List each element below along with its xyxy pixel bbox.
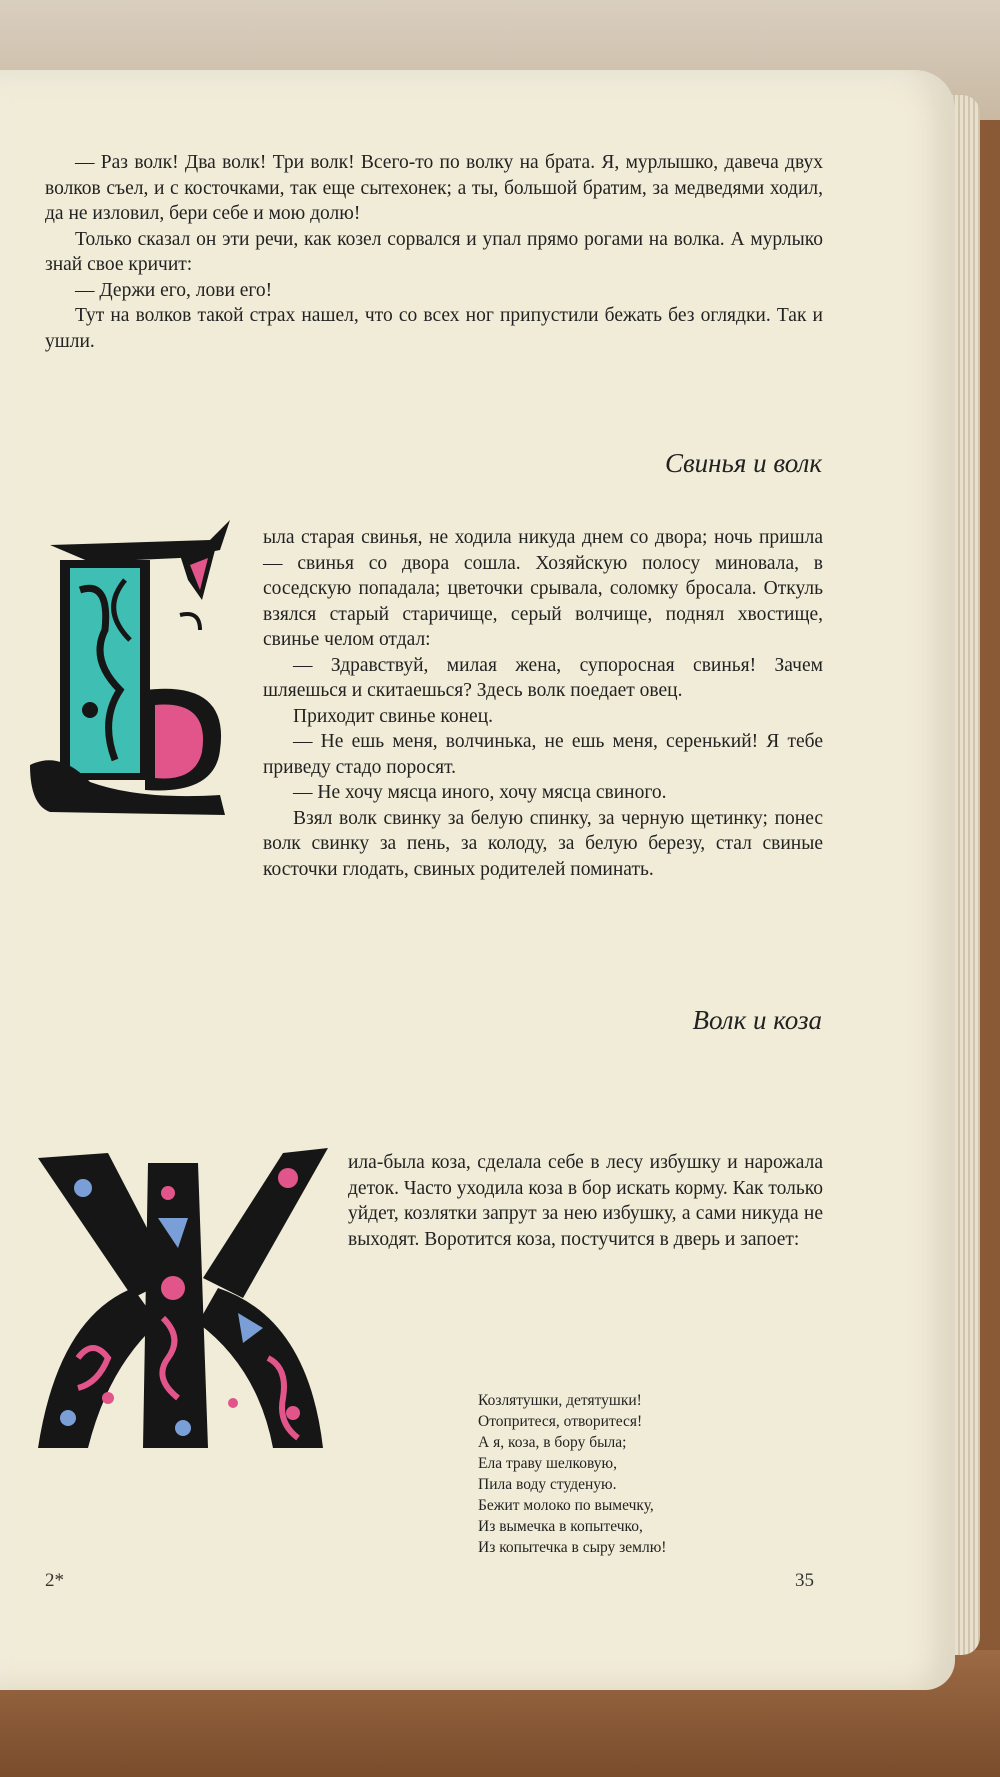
verse-line: А я, коза, в бору была; <box>478 1434 627 1451</box>
paragraph: — Здравствуй, милая жена, супоросная свинья! Зачем шляешься и скитаешься? Здесь волк поедает овец. <box>263 654 823 701</box>
story2-text <box>348 1150 823 1252</box>
verse-line: Из вымечка в копытечко, <box>478 1518 643 1535</box>
verse-line: Козлятушки, детятушки! <box>478 1392 642 1409</box>
page-number: 35 <box>795 1570 814 1591</box>
signature-mark: 2* <box>45 1570 64 1591</box>
story1-text <box>263 525 823 882</box>
verse-line: Ела траву шелковую, <box>478 1455 618 1472</box>
paragraph: — Раз волк! Два волк! Три волк! Всего-то по волку на брата. Я, мурлышко, давеча двух волков съел, и с косточками, так еще сытехонек; а ты, большой братим, за медведями ходил, да не изловил, бери себе и мою долю! <box>45 152 823 224</box>
paragraph: ила-была коза, сделала себе в лесу избушку и нарожала деток. Часто уходила коза в бор искать корму. Как только уйдет, козлятки запрут за нею избушку, а сами никуда не выходят. Воротится коза, постучится в дверь и запоет: <box>348 1152 823 1250</box>
paragraph: Тут на волков такой страх нашел, что со всех ног припустили бежать без оглядки. Так и ушли. <box>45 305 823 352</box>
illuminated-initial-zh <box>38 1148 333 1463</box>
verse-line: Пила воду студеную. <box>478 1476 617 1493</box>
book-page <box>0 70 955 1690</box>
paragraph: Только сказал он эти речи, как козел сорвался и упал прямо рогами на волка. А мурлыко знай свое кричит: <box>45 228 823 275</box>
illuminated-initial-b <box>30 520 255 820</box>
paragraph: — Не хочу мясца иного, хочу мясца свиного. <box>293 782 667 803</box>
paragraph: — Держи его, лови его! <box>75 279 273 301</box>
story-title-wolf-and-goat: Волк и коза <box>692 1005 822 1035</box>
story-title-pig-and-wolf: Свинья и волк <box>664 448 822 478</box>
paragraph: — Не ешь меня, волчинька, не ешь меня, серенький! Я тебе приведу стадо поросят. <box>263 731 823 778</box>
verse-line: Из копытечка в сыру землю! <box>478 1539 667 1556</box>
paragraph: Взял волк свинку за белую спинку, за черную щетинку; понес волк свинку за пень, за колоду, за белую березу, стал свиные косточки глодать, свиных родителей поминать. <box>263 807 823 880</box>
previous-story-text <box>45 150 823 354</box>
paragraph: Приходит свинье конец. <box>293 705 494 727</box>
verse-block <box>478 1390 666 1558</box>
paragraph: ыла старая свинья, не ходила никуда днем со двора; ночь пришла — свинья со двора сошла. Хозяйскую полосу миновала, в соседскую попадала; цветочки срывала, соломку бросала. Откуль взялся старый старичище, серый волчище, поднял хвостище, свинье челом отдал: <box>263 527 823 650</box>
verse-line: Бежит молоко по вымечку, <box>478 1497 654 1514</box>
verse-line: Отопритеся, отворитеся! <box>478 1413 643 1430</box>
